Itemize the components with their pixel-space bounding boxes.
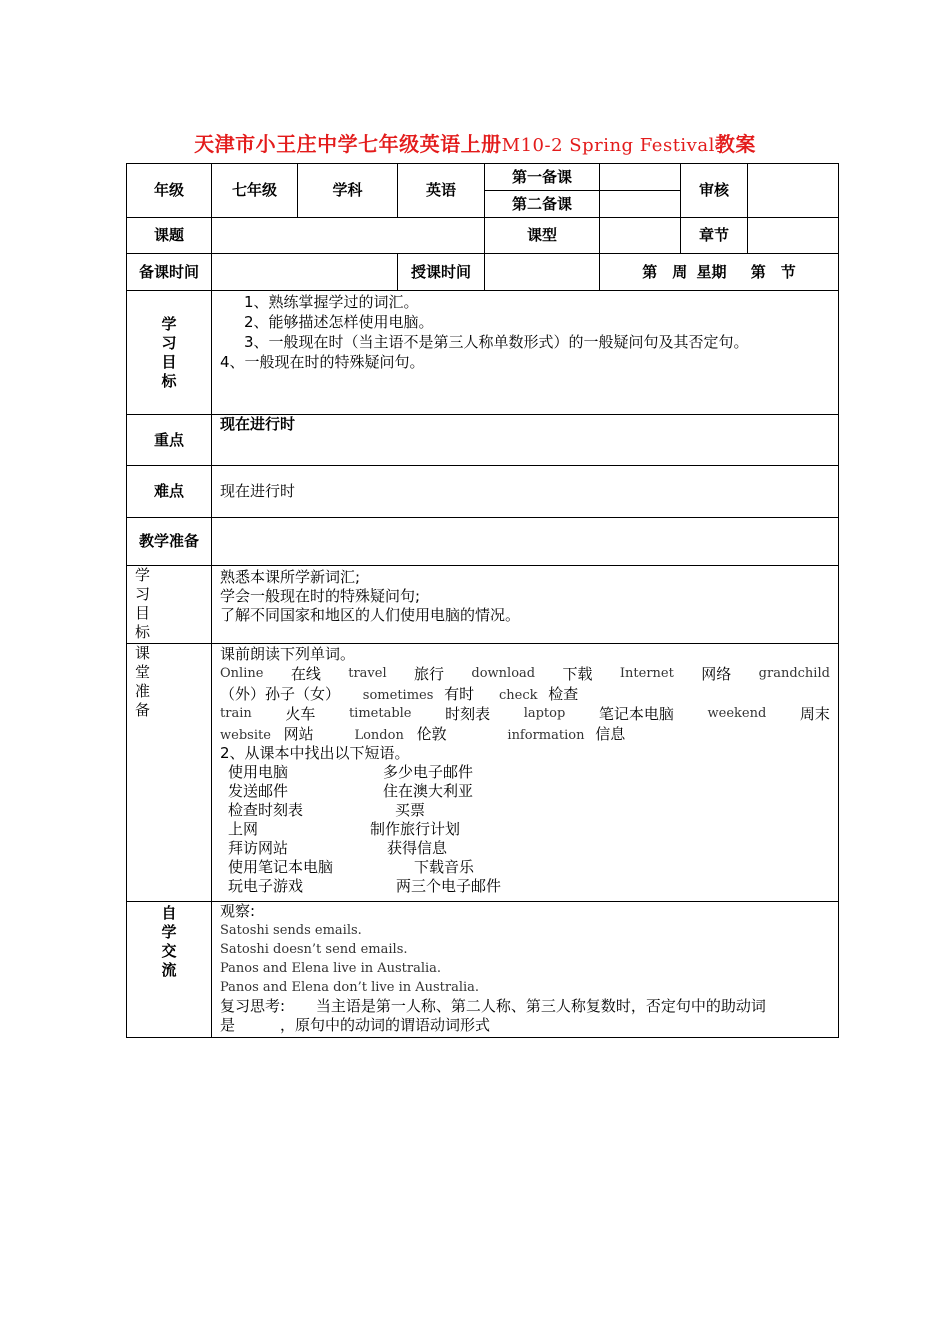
title-en-part: M10-2 Spring Festival [501,135,715,156]
difficulty-label: 难点 [127,466,212,518]
review-text: 当主语是第一人称、第二人称、第三人称复数时，否定句中的助动词 [315,997,766,1015]
phrase-right: 制作旅行计划 [370,820,461,838]
goal-item-4: 4、一般现在时的特殊疑问句。 [220,353,425,371]
chapter-label: 章节 [681,218,748,254]
phrase-right: 住在澳大利亚 [383,782,474,800]
vocab-word: information [507,728,585,743]
phrase-row [220,763,830,782]
vocab-word: Online [220,666,264,681]
study-goals-row [127,566,839,644]
vocab-row-1 [220,664,830,684]
phrase-left: 拜访网站 [228,839,289,857]
vocab-meaning: 信息 [595,725,626,743]
vocab-meaning: 笔记本电脑 [598,705,674,723]
goals-row [127,291,839,415]
header-row-1 [127,164,839,191]
vocab-word: weekend [707,706,767,721]
phrase-left: 发送邮件 [228,782,289,800]
vocab-meaning: 旅行 [414,665,445,683]
difficulty-value: 现在进行时 [212,466,839,518]
vocab-meaning: 时刻表 [445,705,491,723]
phrase-right: 买票 [395,801,426,819]
study-goals-content [212,566,839,644]
review-label: 审核 [681,164,748,218]
prep1-value [600,164,681,191]
prep2-label: 第二备课 [485,191,600,218]
class-prep-intro: 课前朗读下列单词。 [220,645,356,663]
goal-item-1: 1、熟练掌握学过的词汇。 [244,293,419,311]
prep-time-label: 备课时间 [127,254,212,291]
class-prep-content [212,644,839,902]
teach-time-label: 授课时间 [398,254,485,291]
key-point-label: 重点 [127,415,212,466]
preparation-value [212,518,839,566]
prep1-label: 第一备课 [485,164,600,191]
phrase-right: 获得信息 [387,839,448,857]
difficulty-row [127,466,839,518]
review-value [748,164,839,218]
vocab-word: train [220,706,252,721]
vocab-meaning: 有时 [444,685,475,703]
vocab-meaning: 伦敦 [416,725,447,743]
time-row [127,254,839,291]
class-prep-row [127,644,839,902]
phrase-row [220,820,830,839]
vocab-word: website [220,728,271,743]
vocab-row-2 [220,684,830,704]
phrase-row [220,839,830,858]
self-study-label-text: 自学交流 [161,904,177,979]
example-sentence: Panos and Elena don’t live in Australia. [220,980,480,995]
teach-time-value [485,254,600,291]
chapter-value [748,218,839,254]
study-goal-3: 了解不同国家和地区的人们使用电脑的情况。 [220,606,521,624]
observe-label: 观察: [220,902,256,920]
vocab-word: check [498,688,538,703]
topic-value [212,218,485,254]
example-sentence: Panos and Elena live in Australia. [220,961,442,976]
example-sentence: Satoshi doesn’t send emails. [220,942,408,957]
vocab-meaning: 网站 [283,725,314,743]
phrases-intro: 2、从课本中找出以下短语。 [220,744,410,762]
subject-label: 学科 [298,164,398,218]
prep-time-value [212,254,398,291]
lesson-type-label: 课型 [485,218,600,254]
vocab-meaning: 下载 [562,665,593,683]
study-goal-2: 学会一般现在时的特殊疑问句; [220,587,421,605]
vocab-row-4 [220,724,830,744]
vocab-word: grandchild [758,666,830,681]
lesson-plan-table [126,163,839,1038]
grade-value: 七年级 [212,164,298,218]
vocab-word: sometimes [362,688,434,703]
vocab-word: timetable [348,706,412,721]
class-prep-label-text: 课堂准备 [135,644,151,719]
review-question-cont: 是 ，原句中的动词的谓语动词形式 [220,1016,491,1034]
phrase-row [220,858,830,877]
example-sentence: Satoshi sends emails. [220,923,362,938]
goals-label-text: 学习目标 [161,314,177,390]
study-goal-1: 熟悉本课所学新词汇; [220,568,361,586]
phrase-left: 使用笔记本电脑 [228,858,334,876]
vocab-word: travel [348,666,387,681]
phrase-left: 玩电子游戏 [228,877,304,895]
topic-label: 课题 [127,218,212,254]
page-title [0,128,950,157]
phrase-left: 上网 [228,820,259,838]
vocab-meaning: 在线 [290,665,321,683]
preparation-row [127,518,839,566]
self-study-label [127,902,212,1038]
phrase-left: 检查时刻表 [228,801,304,819]
schedule-text: 第 周 星期 第 节 [600,254,839,291]
study-goals-label [127,566,212,644]
phrase-row [220,782,830,801]
key-point-value: 现在进行时 [212,415,839,466]
title-cn-prefix: 天津市小王庄中学七年级英语上册 [194,132,502,156]
phrase-right: 两三个电子邮件 [396,877,502,895]
goals-content [212,291,839,415]
phrase-right: 多少电子邮件 [383,763,474,781]
phrase-right: 下载音乐 [414,858,475,876]
vocab-word: Internet [619,666,674,681]
phrase-row [220,801,830,820]
phrase-row [220,877,830,896]
grade-label: 年级 [127,164,212,218]
class-prep-label [127,644,212,902]
vocab-word: download [471,666,536,681]
vocab-meaning: （外）孙子（女） [220,685,341,703]
vocab-meaning: 网络 [701,665,732,683]
vocab-row-3 [220,704,830,724]
subject-value: 英语 [398,164,485,218]
vocab-word: laptop [523,706,566,721]
goals-label [127,291,212,415]
key-point-row [127,415,839,466]
study-goals-label-text: 学习目标 [135,566,151,641]
title-cn-suffix: 教案 [714,132,756,156]
prep2-value [600,191,681,218]
self-study-content [212,902,839,1038]
goal-item-3: 3、一般现在时（当主语不是第三人称单数形式）的一般疑问句及其否定句。 [244,333,749,351]
goal-item-2: 2、能够描述怎样使用电脑。 [244,313,434,331]
self-study-row [127,902,839,1038]
lesson-type-value [600,218,681,254]
review-label: 复习思考: [220,997,286,1015]
phrase-left: 使用电脑 [228,763,289,781]
review-question [220,997,830,1016]
vocab-meaning: 火车 [285,705,316,723]
topic-row [127,218,839,254]
vocab-meaning: 周末 [799,705,830,723]
preparation-label: 教学准备 [127,518,212,566]
vocab-word: London [354,728,404,743]
vocab-meaning: 检查 [548,685,579,703]
